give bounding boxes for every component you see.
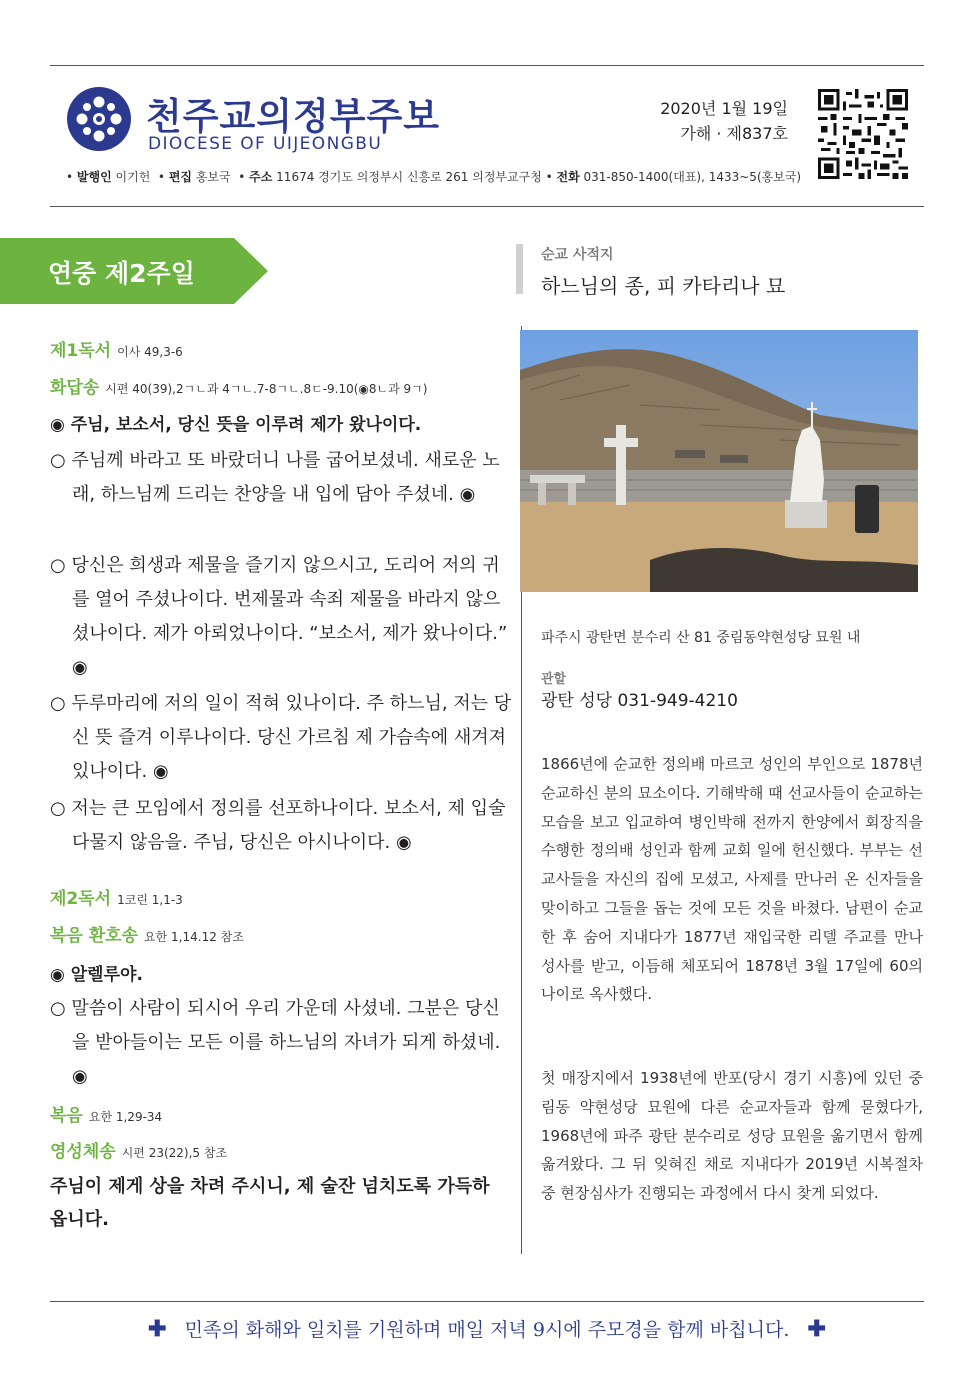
reading1: 제1독서 이사 49,3-6 <box>50 341 183 361</box>
cross-icon: ✚ <box>148 1316 167 1342</box>
alleluia: 복음 환호송 요한 1,14.12 참조 <box>50 926 244 946</box>
issue-number: 가해 · 제837호 <box>680 124 788 143</box>
psalm-verse: ○ 두루마리에 저의 일이 적혀 있나이다. 주 하느님, 저는 당신 뜻 즐겨 이루나이다. 당신 가르침 제 가슴속에 새겨져 있나이다. ◉ <box>50 693 512 782</box>
footer-message: 민족의 화해와 일치를 기원하며 매일 저녁 9시에 주모경을 함께 바칩니다. <box>184 1319 790 1341</box>
communion: 영성체송 시편 23(22),5 참조 <box>50 1142 228 1162</box>
issue-date: 2020년 1월 19일 <box>660 99 788 118</box>
psalm-verse: ○ 저는 큰 모임에서 정의를 선포하나이다. 보소서, 제 입술 다물지 않음을. 주님, 당신은 아시나이다. ◉ <box>50 798 506 853</box>
cross-icon: ✚ <box>807 1316 826 1342</box>
psalm-verse: ○ 주님께 바라고 또 바랐더니 나를 굽어보셨네. 새로운 노래, 하느님께 드리는 찬양을 내 입에 담아 주셨네. ◉ <box>50 450 500 505</box>
psalm-verse: ○ 당신은 희생과 제물을 즐기지 않으시고, 도리어 저의 귀를 열어 주셨나이다. 번제물과 속죄 제물을 바라지 않으셨나이다. 제가 아뢰었나이다. “보소서, 제가 왔나이다.” ◉ <box>50 555 508 678</box>
bulletin-subtitle: DIOCESE OF UIJEONGBU <box>148 134 383 154</box>
reading2: 제2독서 1코린 1,1-3 <box>50 889 183 909</box>
header-top-rule <box>50 65 924 66</box>
communion-antiphon: 주님이 제게 상을 차려 주시니, 제 술잔 넘치도록 가득하옵니다. <box>50 1176 490 1230</box>
section-label: 순교 사적지 <box>541 247 614 263</box>
cemetery-photo <box>520 330 918 592</box>
bulletin-title: 천주교의정부주보 <box>146 95 440 138</box>
alleluia-verse: ○ 말씀이 사람이 되시어 우리 가운데 사셨네. 그분은 당신을 받아들이는 모든 이를 하느님의 자녀가 되게 하셨네. ◉ <box>50 998 501 1087</box>
sunday-title: 연중 제2주일 <box>48 259 195 288</box>
psalm-response: ◉ 주님, 보소서, 당신 뜻을 이루려 제가 왔나이다. <box>50 415 422 435</box>
article-paragraph: 1866년에 순교한 정의배 마르코 성인의 부인으로 1878년 순교하신 분의 묘소이다. 기해박해 때 선교사들이 순교하는 모습을 보고 입교하여 병인박해 전까지 한양에서 회장직을 수행한 정의배 성인과 함께 교회 일에 헌신했다. 부부는 선교사들을 자신의 집에 모셨고, 사제를 만나러 온 신자들을 맞이하고 그들을 돕는 것에 모든 것을 바쳤다. 남편이 순교한 후 숨어 지내다가 1877년 재입국한 리델 주교를 만나 성사를 받고, 이듬해 체포되어 1878년 3월 17일에 60의 나이로 옥사했다. <box>541 755 923 1004</box>
alleluia-response: ◉ 알렐루야. <box>50 965 143 985</box>
diocese-logo-icon <box>66 86 132 152</box>
qr-code-icon[interactable] <box>818 89 908 179</box>
section-marker <box>516 244 523 294</box>
psalm: 화답송 시편 40(39),2ㄱㄴ과 4ㄱㄴ.7-8ㄱㄴ.8ㄷ-9.10(◉8ㄴ과 9ㄱ) <box>50 378 428 398</box>
management-contact: 광탄 성당 031-949-4210 <box>541 691 738 711</box>
article-title: 하느님의 종, 피 카타리나 묘 <box>541 274 786 298</box>
gospel: 복음 요한 1,29-34 <box>50 1106 163 1126</box>
photo-caption: 파주시 광탄면 분수리 산 81 중림동약현성당 묘원 내 <box>541 630 861 646</box>
footer-rule <box>50 1301 924 1302</box>
footer-banner <box>50 1315 924 1342</box>
article-paragraph: 첫 매장지에서 1938년에 반포(당시 경기 시흥)에 있던 중림동 약현성당 묘원에 다른 순교자들과 함께 묻혔다가, 1968년에 파주 광탄 분수리로 성당 묘원을 옮기면서 함께 옮겨왔다. 그 뒤 잊혀진 채로 지내다가 2019년 시복절차 중 현장심사가 진행되는 과정에서 다시 찾게 되었다. <box>541 1069 923 1203</box>
management-label: 관할 <box>541 672 567 687</box>
header-bottom-rule <box>50 206 924 207</box>
publisher-info: • 발행인 이기헌 • 편집 홍보국 • 주소 11674 경기도 의정부시 신흥로 261 의정부교구청 • 전화 031-850-1400(대표), 1433~5(홍보국) <box>66 170 802 184</box>
